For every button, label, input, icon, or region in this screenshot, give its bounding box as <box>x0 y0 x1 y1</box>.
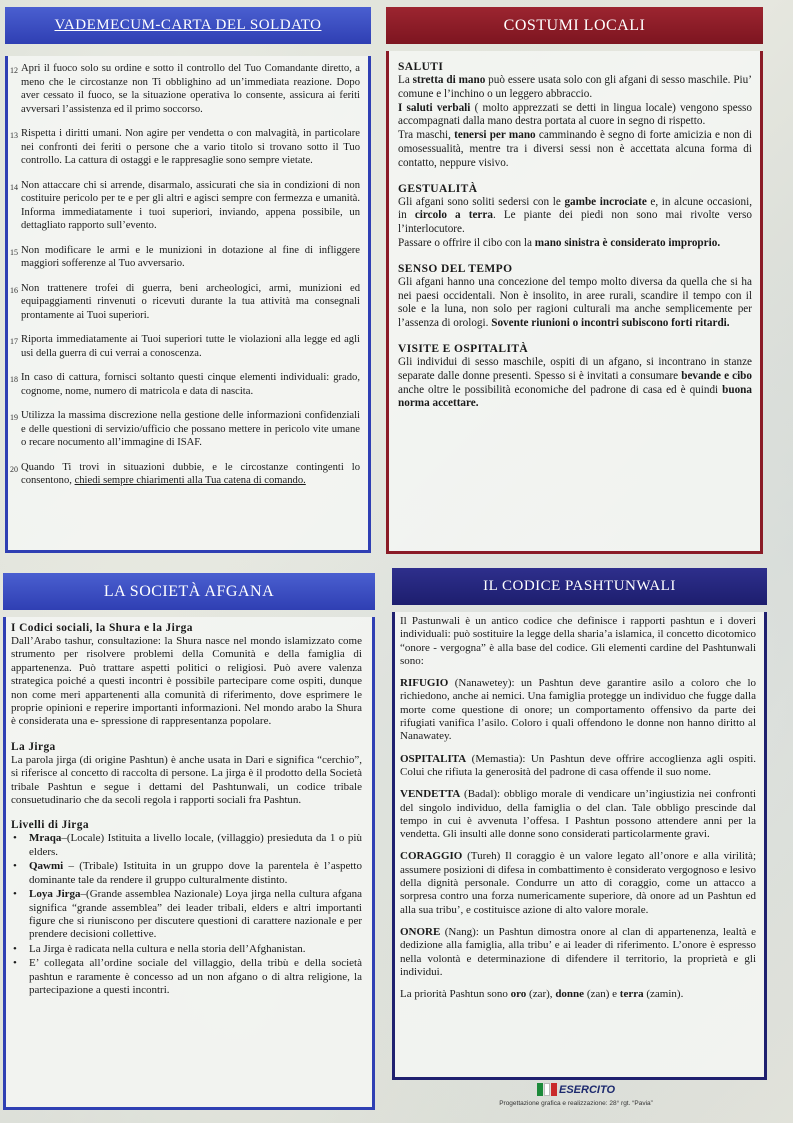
societa-body <box>3 617 375 1110</box>
codice-title: IL CODICE PASHTUNWALI <box>392 568 767 605</box>
rule-item <box>10 179 360 233</box>
visite-section <box>398 343 752 411</box>
section-heading: I Codici sociali, la Shura e la Jirga <box>11 622 193 634</box>
rule-text: Rispetta i diritti umani. Non agire per vendetta o con malvagità, in particolare nei confronti dei feriti o persone che a vario titolo si trovano sotto il Tuo controllo. La cattura di ostaggi e le rappresaglie sono sempre vietate. <box>21 128 360 166</box>
jirga-section <box>11 741 362 808</box>
list-item: • Mraqa–(Locale) Istituita a livello locale, (villaggio) presieduta da 1 o più elders. <box>13 832 362 858</box>
rule-text: In caso di cattura, fornisci soltanto questi cinque elementi individuali: grado, cognome, nome, numero di matricola e data di nascita. <box>21 372 360 397</box>
codice-panel <box>392 568 767 1080</box>
list-item: • La Jirga è radicata nella cultura e nella storia dell’Afghanistan. <box>13 942 306 955</box>
section-heading: GESTUALITÀ <box>398 182 478 195</box>
rule-item <box>10 127 360 168</box>
codici-section <box>11 622 362 729</box>
livelli-section <box>11 819 362 997</box>
rule-text: Riporta immediatamente ai Tuoi superiori tutte le violazioni alla legge ed agli usi della guerra di cui verrai a conoscenza. <box>21 334 360 359</box>
rule-text <box>21 461 360 488</box>
rule-item <box>10 62 360 116</box>
tempo-section <box>398 263 752 331</box>
paragraph: Gli afgani hanno una concezione del tempo molto diversa da quella che si ha nei paesi occidentali. Non è insolito, in aree rurali, scandire il tempo con il sole e la luna, non solo per ragioni culturali ma anche semplicemente per l’assenza di orologi. Sovente riunioni o incontri subiscono forti ritardi. <box>398 275 752 330</box>
codice-priority: La priorità Pashtun sono oro (zar), donne (zan) e terra (zamin). <box>400 988 684 1001</box>
paragraph: Passare o offrire il cibo con la mano sinistra è considerato improprio. <box>398 236 721 249</box>
rule-item <box>10 282 360 323</box>
vademecum-body <box>5 56 371 553</box>
section-heading: VISITE E OSPITALITÀ <box>398 342 529 355</box>
footer <box>486 1083 666 1117</box>
list-item: • Qawmi – (Tribale) Istituita in un gruppo dove la parentela è l’aspetto dominante tale da rendere il gruppo culturalmente distinto. <box>13 860 362 886</box>
paragraph: Dall’Arabo tashur, consultazione: la Shura nasce nel mondo islamizzato come strumento per risolvere problemi della Comunità e della famiglia di appartenenza. Può trattare aspetti politici o religiosi. Può avere valenza strategica poiché a questi incontri è possibile partecipare come ospiti, dunque non come meri appartenenti alla comunità di riferimento, dove esprimere le proprie opinioni e reperire importanti informazioni. Nel mondo arabo la Shura è considerata una e- spressione di rappresentanza popolare. <box>11 635 362 728</box>
rule-number: 13 <box>10 131 18 140</box>
codice-element: ONORE (Nang): un Pashtun dimostra onore al clan di appartenenza, lealtà e dedizione alla famiglia, alla tribu’ e ai leader di riferimento. L’onore è espresso nella volontà e determinazione di difendere il territorio, la proprietà e gli individui. <box>400 925 756 978</box>
livelli-list <box>11 832 362 997</box>
vademecum-title: VADEMECUM-CARTA DEL SOLDATO <box>5 7 371 44</box>
rule-item <box>10 371 360 398</box>
credit-text: Progettazione grafica e realizzazione: 28° rgt. “Pavia” <box>499 1100 653 1107</box>
rule-item <box>10 409 360 450</box>
section-heading: SENSO DEL TEMPO <box>398 262 513 275</box>
rules-list <box>8 56 368 488</box>
paragraph: Gli afgani sono soliti sedersi con le gambe incrociate e, in alcune occasioni, in circolo a terra. Le piante dei piedi non sono mai rivolte verso l’interlocutore. <box>398 195 753 236</box>
flag-icon <box>537 1083 557 1096</box>
rule-20-text: Quando Ti trovi in situazioni dubbie, e le circostanze contingenti lo consentono, <box>21 461 360 486</box>
rule-number: 14 <box>10 182 18 192</box>
codice-element: OSPITALITA (Memastia): Un Pashtun deve offrire accoglienza agli ospiti. Colui che rifiuta la generosità del padrone di casa offende il suo nome. <box>400 752 756 778</box>
paragraph: Tra maschi, tenersi per mano camminando è segno di forte amicizia e non di omosessualità, mentre tra i diversi sessi non è accettata alcuna forma di contatto, neppure visivo. <box>398 129 752 169</box>
section-heading: SALUTI <box>398 61 444 73</box>
rule-text: Apri il fuoco solo su ordine e sotto il controllo del Tuo Comandante diretto, a meno che le circostanze non Ti obblighino ad un’immediata reazione. Dopo aver cessato il fuoco, se la situazione operativa lo consente, assicura ai feriti avversari l’assistenza ed il primo soccorso. <box>21 63 360 115</box>
vademecum-panel <box>5 7 371 553</box>
section-heading: Livelli di Jirga <box>11 819 89 832</box>
rule-text: Utilizza la massima discrezione nella gestione delle informazioni confidenziali e delle questioni di servizio/ufficio che possano mettere in pericolo vite umane o recare nocumento all’immagine di ISAF. <box>21 410 360 448</box>
paragraph: La stretta di mano può essere usata solo con gli afgani di sesso maschile. Piu’ comune e l’inchino o un leggero abbraccio. <box>398 74 752 100</box>
paragraph: La parola jirga (di origine Pashtun) è anche usata in Dari e significa “cerchio”, si riferisce al concetto di raccolta di persone. La jirga è il prodotto della Società tribale Pashtun e segue i dettami del Pashtunwali, un codice tribale consuetudinario che da secoli regola i rapporti sociali fra Pashtun. <box>11 753 362 807</box>
rule-number: 20 <box>10 464 18 474</box>
societa-panel <box>3 573 375 1110</box>
rule-item <box>10 333 360 360</box>
costumi-panel <box>386 7 763 554</box>
rule-text: Non modificare le armi e le munizioni in dotazione al fine di infliggere maggiori sofferenze al Tuo avversario. <box>21 244 360 269</box>
codice-element: RIFUGIO (Nanawetey): un Pashtun deve garantire asilo a coloro che lo richiedono, anche ai nemici. Una famiglia protegge un individuo che fugge dalla morte come questione di onore; un comportamento offensivo da parte dei rifugiati vanifica l’asilo. Coloro i quali offendono le donne non hanno diritto al Nanawatey. <box>400 677 756 743</box>
codice-element: CORAGGIO (Tureh) Il coraggio è un valore legato all’onore e alla virilità; assumere posizioni di difesa in combattimento è considerato vergognoso e lesivo della dignità personale. Condurre un atto di coraggio, come un attacco a sorpresa contro una forza numericamente superiore, dà onore ad un Pashtun ed alla sua tribu’, e costituisce azione di alto valore morale. <box>400 850 756 916</box>
rule-item <box>10 461 360 488</box>
esercito-logo <box>486 1083 666 1096</box>
societa-title: LA SOCIETÀ AFGANA <box>3 573 375 610</box>
rule-text: Non attaccare chi si arrende, disarmalo, assicurati che sia in condizioni di non costituire pericolo per te e per gli altri e agisci sempre con fermezza e umanità. Informa immediatamente i tuoi superiori, inviando, appena possibile, un dettagliato rapporto sull’evento. <box>21 179 360 231</box>
rule-item <box>10 244 360 271</box>
rule-number: 12 <box>10 66 18 75</box>
list-item: • E’ collegata all’ordine sociale del villaggio, della tribù e della società pashtun e raramente è concesso ad un non afgano o di altra religione, la partecipazione a questi incontri. <box>13 957 362 996</box>
rule-number: 18 <box>10 375 18 384</box>
rule-20-underlined: chiedi sempre chiarimenti alla Tua catena di comando. <box>74 475 306 486</box>
rule-text: Non trattenere trofei di guerra, beni archeologici, armi, munizioni ed equipaggiamenti rinvenuti o ricevuti durante la tua attività ma consegnali prontamente ai Tuoi superiori. <box>21 282 360 321</box>
list-item: • Loya Jirga–(Grande assemblea Nazionale) Loya jirga nella cultura afgana significa “grande assemblea” dei leader tribali, elders e altri importanti figure che si riuniscono per discutere questioni di carattere nazionale e per prendere decisioni collettive. <box>13 888 363 941</box>
codice-body <box>392 612 767 1080</box>
rule-number: 19 <box>10 413 18 422</box>
codice-element: VENDETTA (Badal): obbligo morale di vendicare un’ingiustizia nei confronti del singolo individuo, della famiglia o del clan. Tale obbligo prescinde dal tempo in cui è avvenuta l’offesa. I Pashtun possono attendere anni per la vendetta. Gli insulti alle donne sono considerati particolarmente gravi. <box>400 788 756 841</box>
rule-number: 17 <box>10 337 18 346</box>
logo-text: ESERCITO <box>558 1083 616 1096</box>
rule-number: 16 <box>10 285 18 295</box>
section-heading: La Jirga <box>11 740 56 753</box>
costumi-body <box>386 51 763 554</box>
paragraph: Gli individui di sesso maschile, ospiti di un afgano, si incontrano in stanze separate dalle donne presenti. Spesso si è invitati a consumare bevande e cibo anche oltre le possibilità economiche del padrone di casa ed è quindi buona norma accettare. <box>398 355 752 410</box>
gestualita-section <box>398 183 752 251</box>
codice-intro: Il Pastunwali è un antico codice che definisce i rapporti pashtun e i doveri individuali: può sostituire la legge della sharia’a islamica, il concetto dicotomico “onore - vergogna” è alla base del codice. Gli elementi cardine del Pashtunwali sono: <box>400 615 756 667</box>
paragraph: I saluti verbali ( molto apprezzati se detti in lingua locale) vengono spesso accompagnati dalla mano destra portata al cuore in segno di rispetto. <box>398 101 752 128</box>
saluti-section <box>398 61 752 171</box>
rule-number: 15 <box>10 247 18 257</box>
costumi-title: COSTUMI LOCALI <box>386 7 763 44</box>
